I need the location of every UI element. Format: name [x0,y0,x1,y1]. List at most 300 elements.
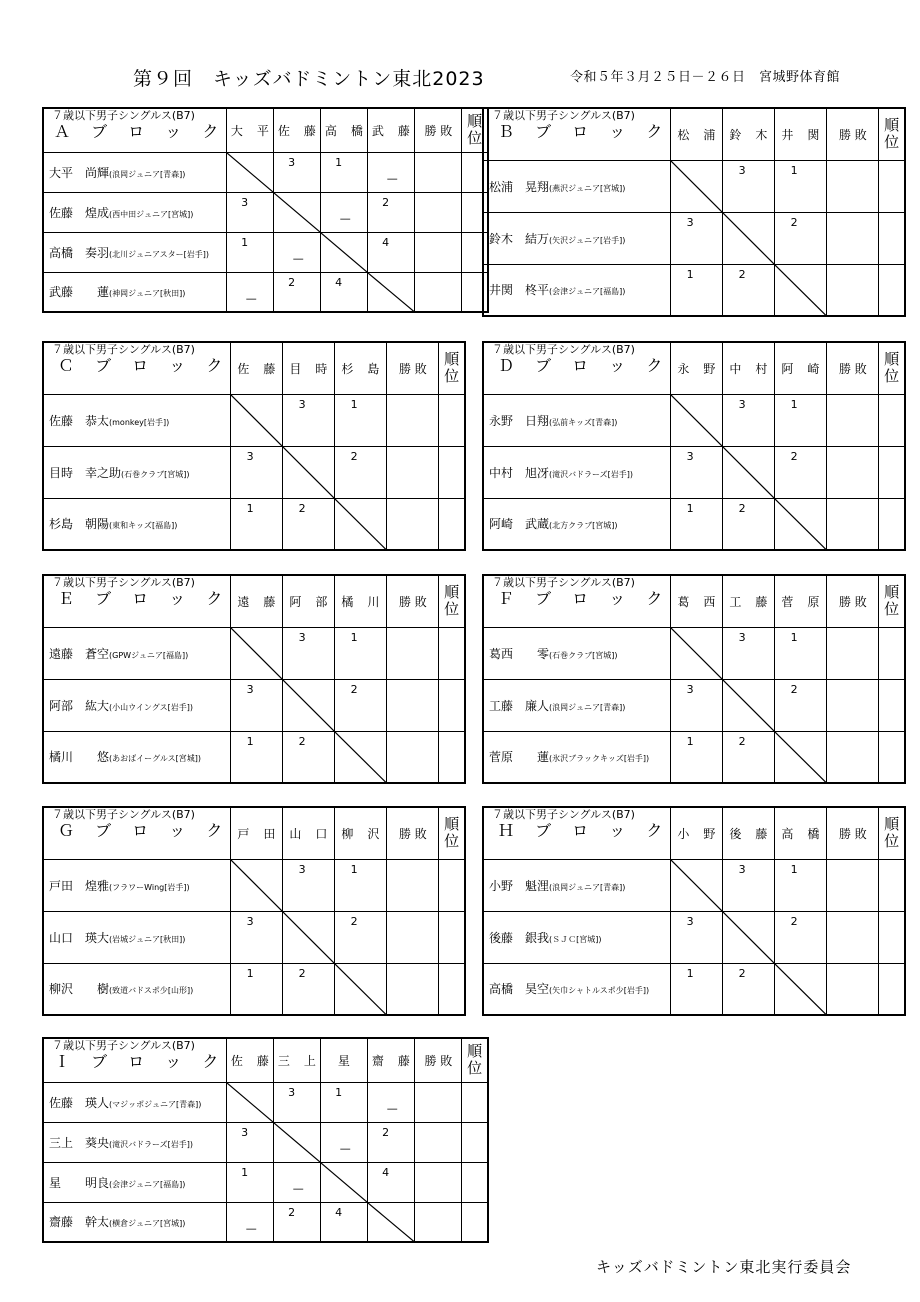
player-club: (矢沢ジュニア[岩手]) [549,235,626,245]
player-name-text: 阿部 紘大 [49,698,110,713]
match-order-number: 3 [298,630,306,644]
wins-losses-cell [827,859,879,911]
block-title: Ｉ ブ ロ ッ ク [54,1052,227,1071]
self-match-cell [671,160,723,212]
player-club: (浪岡ジュニア[青森]) [109,169,186,179]
match-order-cell [335,911,387,963]
match-order-cell [321,192,368,232]
block-table [482,107,906,317]
block-title: Ｆ ブ ロ ッ ク [498,589,671,608]
wins-losses-cell [827,498,879,550]
player-club: (石巻クラブ[宮城]) [121,469,190,479]
player-name [483,963,671,1015]
match-order-number: 2 [350,682,358,696]
match-order-cell [775,679,827,731]
diagonal-slash [283,912,334,963]
player-name [483,859,671,911]
category-label: ７歳以下男子シングルス(B7) [492,109,635,122]
self-match-cell [335,731,387,783]
player-name [43,192,227,232]
rank-cell [439,498,465,550]
player-row [43,1162,488,1202]
player-club: (小山ウイングス[岩手]) [109,702,194,712]
player-club: (北川ジュニアスター[岩手]) [109,249,210,259]
player-club: (石巻クラブ[宮城]) [549,650,618,660]
self-match-cell [283,911,335,963]
player-row [43,446,465,498]
match-order-cell [321,1082,368,1122]
match-order-cell [227,1162,274,1202]
match-order-cell [775,859,827,911]
player-row [43,1122,488,1162]
player-row [483,498,905,550]
wins-losses-header: 勝 敗 [415,108,462,152]
diagonal-slash [671,161,722,212]
diagonal-slash [227,153,273,192]
player-name-text: 佐藤 恭太 [49,413,110,428]
player-row [43,731,465,783]
wins-losses-cell [387,446,439,498]
player-name [483,264,671,316]
rank-header: 順 位 [879,342,905,394]
wins-losses-cell [387,731,439,783]
match-order-cell [368,232,415,272]
player-name-text: 武藤 蓮 [49,285,110,300]
match-order-cell [283,963,335,1015]
rank-cell [879,394,905,446]
match-order-number: 3 [288,1085,296,1099]
player-club: (あおばイーグルス[宮城]) [109,754,202,764]
match-order-cell [231,679,283,731]
match-order-number: 2 [350,914,358,928]
wins-losses-cell [827,911,879,963]
diagonal-slash [723,447,774,498]
match-order-cell [335,627,387,679]
player-name-text: 永野 日翔 [489,413,550,428]
rank-cell [879,859,905,911]
player-name-text: 後藤 銀我 [489,930,550,945]
player-club: (燕沢ジュニア[宮城]) [549,183,626,193]
player-name [43,627,231,679]
player-club: (岩城ジュニア[秋田]) [109,934,186,944]
player-row [483,264,905,316]
rank-cell [439,627,465,679]
match-order-cell [283,498,335,550]
opponent-column-header: 高 橋 [321,108,368,152]
self-match-cell [671,394,723,446]
match-order-number: 3 [738,163,746,177]
player-row [483,627,905,679]
no-match-dash: — [245,1221,257,1235]
match-order-cell [671,911,723,963]
block-title: Ｂ ブ ロ ッ ク [498,122,671,141]
match-order-cell [723,859,775,911]
player-club: (西中田ジュニア[宮城]) [109,209,194,219]
player-row [483,394,905,446]
rank-cell [439,446,465,498]
no-match-dash: — [292,1182,304,1195]
player-name [43,911,231,963]
self-match-cell [274,192,321,232]
player-row [483,963,905,1015]
match-order-cell [274,1082,321,1122]
player-name [43,152,227,192]
match-order-number: 1 [790,862,798,876]
match-order-number: 1 [241,1165,249,1179]
category-label: ７歳以下男子シングルス(B7) [492,576,635,589]
player-row [483,859,905,911]
player-club: (会津ジュニア[福島]) [109,1179,186,1189]
rank-cell [879,446,905,498]
self-match-cell [231,627,283,679]
player-name-text: 井関 柊平 [489,283,550,298]
wins-losses-cell [827,160,879,212]
player-name-text: 山口 瑛大 [49,930,110,945]
date-venue: 令和５年３月２５日－２６日 宮城野体育館 [570,70,841,85]
match-order-number: 1 [335,155,343,169]
self-match-cell [335,498,387,550]
player-name [43,1122,227,1162]
match-order-number: 1 [246,966,254,980]
player-club: (マジッポジュニア[青森]) [109,1099,202,1109]
match-order-cell [335,446,387,498]
match-order-number: 1 [350,630,358,644]
player-name [483,212,671,264]
opponent-column-header: 橘 川 [335,575,387,627]
player-name-text: 佐藤 瑛人 [49,1095,110,1110]
player-row [43,679,465,731]
opponent-column-header: 小 野 [671,807,723,859]
self-match-cell [723,911,775,963]
player-club: (monkey[岩手]) [109,417,170,427]
organizer-footer: キッズバドミントン東北実行委員会 [596,1258,852,1276]
match-order-cell [775,446,827,498]
match-order-cell [321,1122,368,1162]
opponent-column-header: 佐 藤 [274,108,321,152]
rank-cell [879,911,905,963]
match-order-cell [227,1202,274,1242]
player-name-text: 小野 魁浬 [489,878,550,893]
player-row [43,232,488,272]
wins-losses-cell [415,1202,462,1242]
diagonal-slash [723,912,774,963]
wins-losses-cell [827,264,879,316]
opponent-column-header: 杉 島 [335,342,387,394]
block-table [42,341,466,551]
match-order-cell [368,1122,415,1162]
opponent-column-header: 中 村 [723,342,775,394]
player-row [43,1082,488,1122]
match-order-number: 1 [246,501,254,515]
player-name-text: 鈴木 結万 [489,231,550,246]
diagonal-slash [335,964,386,1015]
match-order-cell [231,963,283,1015]
match-order-cell [274,232,321,272]
match-order-cell [671,212,723,264]
player-row [43,498,465,550]
player-name-text: 葛西 零 [489,646,550,661]
match-order-number: 2 [738,734,746,748]
player-name-text: 三上 葵央 [49,1135,110,1150]
match-order-cell [283,627,335,679]
wins-losses-cell [415,1122,462,1162]
diagonal-slash [723,680,774,731]
player-name-text: 星 明良 [49,1175,110,1190]
self-match-cell [368,1202,415,1242]
player-club: (滝沢バドラーズ[岩手]) [549,469,633,479]
match-order-number: 4 [335,275,343,289]
diagonal-slash [321,1163,367,1202]
match-order-cell [274,152,321,192]
player-name [483,731,671,783]
diagonal-slash [227,1083,273,1122]
diagonal-slash [368,273,414,312]
match-order-number: 3 [246,914,254,928]
wins-losses-cell [387,859,439,911]
block-title: Ｈ ブ ロ ッ ク [498,821,671,840]
opponent-column-header: 佐 藤 [227,1038,274,1082]
opponent-column-header: 星 [321,1038,368,1082]
diagonal-slash [283,447,334,498]
match-order-cell [227,192,274,232]
block-table [42,1037,489,1243]
match-order-cell [321,1202,368,1242]
match-order-number: 1 [686,501,694,515]
match-order-cell [723,394,775,446]
player-club: (神岡ジュニア[秋田]) [109,289,186,299]
no-match-dash: — [386,1102,398,1115]
block-title: Ｇ ブ ロ ッ ク [58,821,231,840]
category-label: ７歳以下男子シングルス(B7) [52,343,195,356]
block-table [42,574,466,784]
diagonal-slash [671,860,722,911]
self-match-cell [671,627,723,679]
match-order-number: 3 [246,449,254,463]
player-row [483,212,905,264]
self-match-cell [321,1162,368,1202]
match-order-number: 1 [686,734,694,748]
opponent-column-header: 菅 原 [775,575,827,627]
wins-losses-cell [415,1162,462,1202]
wins-losses-cell [387,498,439,550]
wins-losses-cell [827,212,879,264]
match-order-number: 3 [298,397,306,411]
rank-header: 順 位 [879,807,905,859]
match-order-number: 1 [241,235,249,249]
rank-cell [439,963,465,1015]
player-row [483,446,905,498]
match-order-number: 3 [246,682,254,696]
player-name-text: 松浦 晃翔 [489,179,550,194]
diagonal-slash [321,233,367,272]
rank-header: 順 位 [879,108,905,160]
match-order-number: 1 [350,397,358,411]
match-order-number: 2 [382,195,390,209]
match-order-cell [321,272,368,312]
rank-cell [879,679,905,731]
player-name [43,1082,227,1122]
player-name [43,446,231,498]
self-match-cell [723,212,775,264]
player-club: (東和キッズ[福島]) [109,521,178,531]
no-match-dash: — [292,252,304,265]
opponent-column-header: 葛 西 [671,575,723,627]
match-order-number: 2 [288,275,296,289]
wins-losses-cell [827,679,879,731]
player-club: (フラワーWing[岩手]) [109,882,190,892]
category-label: ７歳以下男子シングルス(B7) [52,1039,195,1052]
match-order-number: 2 [288,1205,296,1219]
match-order-cell [775,394,827,446]
player-name [43,679,231,731]
match-order-number: 3 [686,449,694,463]
block-title: Ｄ ブ ロ ッ ク [498,356,671,375]
page-title: 第９回 キッズバドミントン東北2023 [133,68,485,90]
block-title: Ｃ ブ ロ ッ ク [58,356,231,375]
opponent-column-header: 阿 崎 [775,342,827,394]
rank-cell [439,394,465,446]
match-order-cell [775,160,827,212]
match-order-cell [231,498,283,550]
diagonal-slash [671,395,722,446]
match-order-cell [274,1162,321,1202]
match-order-number: 3 [738,397,746,411]
opponent-column-header: 鈴 木 [723,108,775,160]
match-order-cell [723,264,775,316]
self-match-cell [775,498,827,550]
rank-cell [879,627,905,679]
diagonal-slash [335,732,386,783]
player-name-text: 杉島 朝陽 [49,517,110,532]
match-order-cell [671,731,723,783]
player-club: (致道バドスポ少[山形]) [109,986,194,996]
player-name [43,498,231,550]
player-name-text: 工藤 廉人 [489,698,550,713]
match-order-cell [335,679,387,731]
self-match-cell [231,394,283,446]
match-order-cell [368,152,415,192]
match-order-number: 4 [335,1205,343,1219]
rank-cell [462,1122,488,1162]
player-club: (浪岡ジュニア[青森]) [549,882,626,892]
diagonal-slash [775,499,826,550]
player-name-text: 高橋 奏羽 [49,245,110,260]
player-club: (会津ジュニア[福島]) [549,287,626,297]
diagonal-slash [775,732,826,783]
rank-cell [879,731,905,783]
player-row [43,272,488,312]
self-match-cell [775,731,827,783]
diagonal-slash [231,860,282,911]
no-match-dash: — [339,212,351,225]
diagonal-slash [671,628,722,679]
match-order-number: 2 [350,449,358,463]
diagonal-slash [335,499,386,550]
match-order-cell [723,731,775,783]
rank-cell [439,679,465,731]
diagonal-slash [274,1123,320,1162]
wins-losses-cell [415,232,462,272]
no-match-dash: — [245,291,257,305]
player-name [483,498,671,550]
match-order-cell [231,446,283,498]
wins-losses-cell [387,911,439,963]
player-name [483,160,671,212]
self-match-cell [227,1082,274,1122]
player-row [43,152,488,192]
opponent-column-header: 佐 藤 [231,342,283,394]
rank-cell [462,1082,488,1122]
player-club: (横倉ジュニア[宮城]) [109,1219,186,1229]
player-name [483,394,671,446]
match-order-number: 4 [382,235,390,249]
wins-losses-header: 勝 敗 [827,807,879,859]
wins-losses-cell [387,394,439,446]
opponent-column-header: 目 時 [283,342,335,394]
opponent-column-header: 工 藤 [723,575,775,627]
block-table [482,574,906,784]
rank-cell [879,160,905,212]
rank-cell [439,731,465,783]
player-name [43,1202,227,1242]
no-match-dash: — [339,1142,351,1155]
match-order-cell [231,911,283,963]
self-match-cell [321,232,368,272]
match-order-number: 2 [738,267,746,281]
match-order-cell [723,627,775,679]
match-order-number: 3 [686,914,694,928]
category-label: ７歳以下男子シングルス(B7) [52,808,195,821]
match-order-cell [283,394,335,446]
rank-cell [879,212,905,264]
match-order-cell [671,498,723,550]
match-order-number: 1 [350,862,358,876]
rank-header: 順 位 [462,108,488,152]
match-order-cell [723,963,775,1015]
match-order-number: 1 [686,267,694,281]
match-order-cell [227,1122,274,1162]
player-club: (GPWジュニア[福島]) [109,650,189,660]
opponent-column-header: 齋 藤 [368,1038,415,1082]
diagonal-slash [775,964,826,1015]
player-name-text: 大平 尚輝 [49,165,110,180]
player-name-text: 橘川 悠 [49,750,110,765]
category-label: ７歳以下男子シングルス(B7) [52,576,195,589]
player-club: (氷沢ブラックキッズ[岩手]) [549,754,650,764]
opponent-column-header: 武 藤 [368,108,415,152]
opponent-column-header: 遠 藤 [231,575,283,627]
diagonal-slash [723,213,774,264]
rank-cell [462,1162,488,1202]
match-order-number: 1 [246,734,254,748]
match-order-number: 3 [738,630,746,644]
player-row [43,963,465,1015]
player-club: (弘前キッズ[青森]) [549,417,618,427]
match-order-number: 2 [790,914,798,928]
opponent-column-header: 永 野 [671,342,723,394]
player-name-text: 目時 幸之助 [49,465,122,480]
category-label: ７歳以下男子シングルス(B7) [52,109,195,122]
match-order-number: 2 [790,682,798,696]
player-name-text: 齋藤 幹太 [49,1215,110,1230]
match-order-number: 2 [790,215,798,229]
opponent-column-header: 大 平 [227,108,274,152]
rank-cell [879,498,905,550]
match-order-cell [227,232,274,272]
diagonal-slash [368,1203,414,1242]
match-order-number: 1 [790,397,798,411]
opponent-column-header: 松 浦 [671,108,723,160]
